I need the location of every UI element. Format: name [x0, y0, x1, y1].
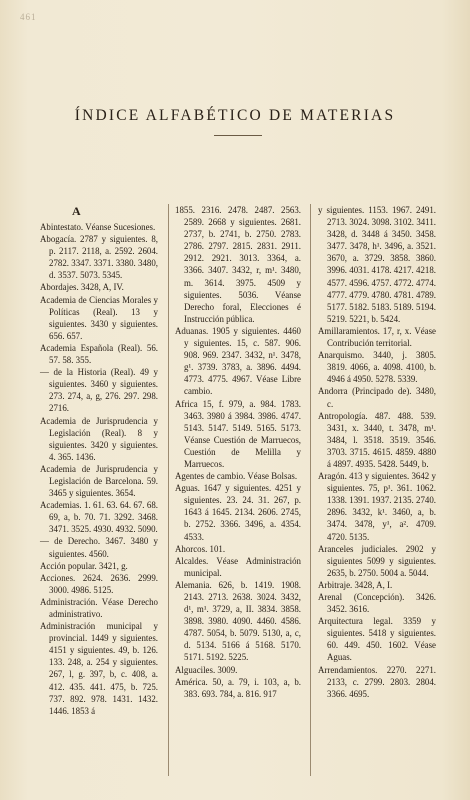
column-divider-1: [168, 204, 169, 776]
index-entry: Alemania. 626, b. 1419. 1908. 2143. 2713. 2638. 3024. 3432, d¹, m¹. 3729, a, II. 3834. 3858. 3898. 3980. 4090. 4460. 4586. 4787. 5054, b. 5079. 5130, a, c, d. 5134. 5166 á 5168. 5170. 5171. 5192. 5225.: [175, 579, 301, 663]
index-entry: Academia de Jurisprudencia y Legislación (Real). 8 y siguientes. 3420 y siguientes. 4. 365. 1436.: [40, 415, 158, 462]
page-title: ÍNDICE ALFABÉTICO DE MATERIAS: [74, 107, 396, 124]
index-entry: Ahorcos. 101.: [175, 543, 226, 554]
index-entry: Aduanas. 1905 y siguientes. 4460 y siguientes. 15, c. 587. 906. 908. 969. 2347. 3432, n¹. 3478, g¹. 3739. 3783, a. 3896. 4494. 4773. 4775. 4967. Véase Libre cambio.: [175, 325, 301, 397]
index-entry: Arbitraje. 3428, A, I.: [318, 579, 393, 590]
index-entry: Abintestato. Véanse Sucesiones.: [40, 222, 156, 232]
index-entry: Academia de Ciencias Morales y Políticas (Real). 13 y siguientes. 3430 y siguientes. 656. 657.: [40, 294, 158, 341]
title-rule: [214, 135, 262, 136]
index-entry: Acción popular. 3421, g.: [40, 560, 128, 571]
index-entry: Africa 15, f. 979, a. 984. 1783. 3463. 3980 á 3984. 3986. 4747. 5143. 5147. 5149. 5165. 5173. Véanse Cuestión de Marruecos, Cuestión de Melilla y Marruecos.: [175, 398, 301, 469]
index-entry: Alcaldes. Véase Administración municipal.: [175, 555, 301, 578]
column-divider-2: [310, 204, 311, 776]
index-column-3: [318, 204, 436, 700]
index-entry: Aguas. 1647 y siguientes. 4251 y siguientes. 23. 24. 31. 267, p. 1643 á 1645. 2134. 2606. 2745, b. 2752. 3366. 3496, a. 4354. 4533.: [175, 483, 301, 542]
index-entry: Aranceles judiciales. 2902 y siguientes 5099 y siguientes. 2635, b. 2750. 5004 a. 5044.: [318, 543, 436, 578]
page-number: 461: [20, 12, 37, 22]
index-column-1: [40, 221, 158, 717]
index-entry: Acciones. 2624. 2636. 2999. 3000. 4986. 5125.: [40, 572, 158, 595]
index-entry: América. 50, a. 79, i. 103, a, b. 383. 693. 784, a. 816. 917: [175, 676, 301, 699]
index-entry: Arenal (Concepción). 3426. 3452. 3616.: [318, 592, 436, 615]
index-column-2: [175, 204, 301, 700]
index-entry: Arquitectura legal. 3359 y siguientes. 5418 y siguientes. 60. 449. 450. 1602. Véase Aguas.: [318, 616, 436, 663]
index-entry: Agentes de cambio. Véase Bolsas.: [175, 471, 298, 482]
index-entry: Academia de Jurisprudencia y Legislación de Barcelona. 59. 3465 y siguientes. 3654.: [40, 463, 158, 499]
index-entry: — de Derecho. 3467. 3480 y siguientes. 4560.: [40, 536, 158, 559]
index-entry: Alguaciles. 3009.: [175, 664, 238, 675]
index-entry: Abordajes. 3428, A, IV.: [40, 282, 124, 293]
index-entry: Antropología. 487. 488. 539. 3431, x. 3440, t. 3478, m¹. 3484, l. 3518. 3519. 3546. 3703. 3715. 4615. 4859. 4880 á 4897. 4935. 5428. 5449, b.: [318, 410, 436, 469]
index-entry: Administración. Véase Derecho administrativo.: [40, 596, 158, 619]
index-entry: y siguientes. 1153. 1967. 2491. 2713. 3024. 3098. 3102. 3411. 3428, d. 3448 á 3450. 3458. 3477. 3478, h¹. 3496, a. 3521. 3670, a. 3729. 3858. 3860. 3996. 4031. 4178. 4217. 4218. 4577. 4596. 4757. 4772. 4774. 4777. 4779. 4780. 4781. 4789. 5177. 5182. 5183. 5189. 5194. 5219. 5221, b. 5424.: [318, 205, 436, 324]
index-entry: Anarquismo. 3440, j. 3805. 3819. 4066, a. 4098. 4100, b. 4946 á 4950. 5278. 5339.: [318, 350, 436, 385]
index-entry: Aragón. 413 y siguientes. 3642 y siguientes. 75, p¹. 361. 1062. 1338. 1391. 1937. 2135. 2740. 2896. 3432, k¹. 3460, a, b. 3474. 3478, y¹, a². 4709. 4720. 5135.: [318, 471, 436, 542]
index-entry: Academias. 1. 61. 63. 64. 67. 68. 69, a, b. 70. 71. 3292. 3468. 3471. 3525. 4930. 4932. 5090.: [40, 500, 158, 535]
index-entry: Administración municipal y provincial. 1449 y siguientes. 4151 y siguientes. 49, b. 126. 133. 248, a. 254 y siguientes. 267, l, g. 397, b, c. 408, a. 412. 435. 441. 475, b. 725. 737. 892. 978. 1431. 1432. 1446. 1853 á: [40, 621, 158, 716]
index-entry: Amillaramientos. 17, r, x. Véase Contribución territorial.: [318, 325, 436, 349]
index-entry: Andorra (Principado de). 3480, c.: [318, 386, 436, 409]
index-entry: Academia Española (Real). 56. 57. 58. 355.: [40, 342, 158, 366]
index-entry: 1855. 2316. 2478. 2487. 2563. 2589. 2668 y siguientes. 2681. 2737, b. 2741, b. 2750. 2783. 2786. 2797. 2815. 2831. 2911. 2912. 2921. 3013. 3364, a. 3366. 3407. 3432, r, m¹. 3480, m. 3614. 3975. 4509 y siguientes. 5036. Véanse Derecho foral, Elecciones é Instrucción pública.: [175, 205, 301, 324]
section-letter: A: [72, 204, 81, 218]
index-entry: Abogacía. 2787 y siguientes. 8, p. 2117. 2118, a. 2592. 2604. 2782. 3347. 3371. 3380. 3480, d. 3537. 5073. 5345.: [40, 234, 158, 281]
index-entry: Arrendamientos. 2270. 2271. 2133, c. 2799. 2803. 2804. 3366. 4695.: [318, 664, 436, 699]
index-entry: — de la Historia (Real). 49 y siguientes. 3460 y siguientes. 273. 274, a, g, 276. 297. 298. 2716.: [40, 367, 158, 414]
